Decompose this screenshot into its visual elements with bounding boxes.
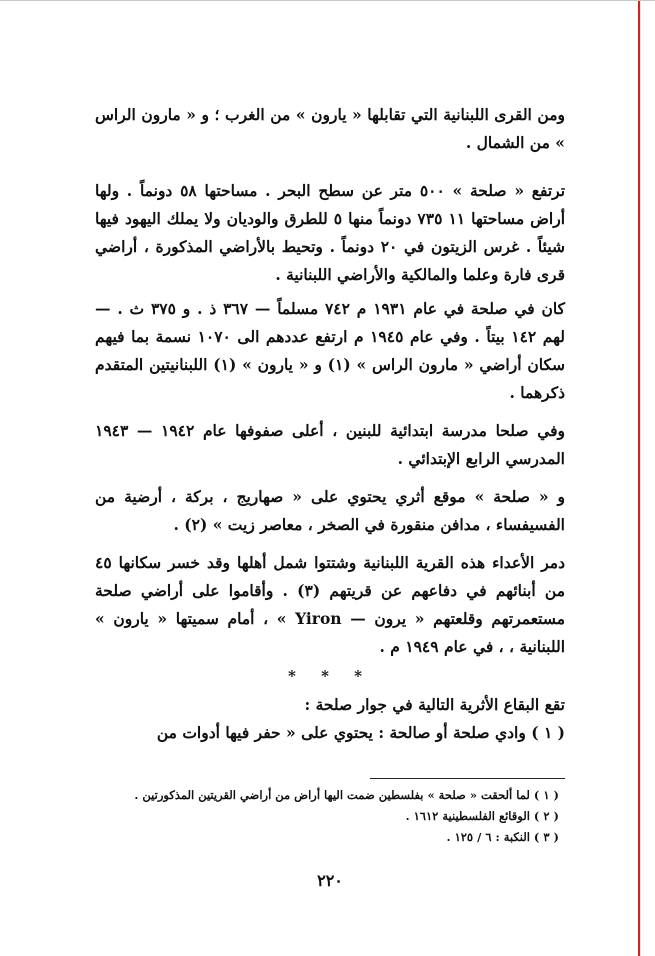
body-text <box>95 101 565 747</box>
viewer-gutter <box>640 1 655 956</box>
footnote-divider <box>370 778 565 779</box>
footnotes <box>95 785 559 848</box>
paragraph-6: دمر الأعداء هذه القرية اللبنانية وشتتوا شمل أهلها وقد خسر سكانها ٤٥ من أبنائهم في دفاعهم عن قريتهم (٣) . وأقاموا على أراضي صلحة مستعمرتهم وقلعتهم « يرون — Yiron » ، أمام سميتها « يارون » اللبنانية ، ، في عام ١٩٤٩ م . <box>95 553 565 656</box>
paragraph-5: و « صلحة » موقع أثري يحتوي على « صهاريج ، بركة ، أرضية من الفسيفساء ، مدافن منقورة في الصخر ، معاصر زيت » (٢) . <box>95 487 565 534</box>
paragraph-4: وفي صلحا مدرسة ابتدائية للبنين ، أعلى صفوفها عام ١٩٤٢ — ١٩٤٣ المدرسي الرابع الإبتدائي . <box>95 421 566 468</box>
section-intro: تقع البقاع الأثرية التالية في جوار صلحة : <box>304 695 565 714</box>
footnote-2: ( ٢ ) الوقائع الفلسطينية ١٦١٢ . <box>405 809 559 823</box>
paragraph-1: ومن القرى اللبنانية التي تقابلها « يارون » من الغرب ؛ و « مارون الراس » من الشمال . <box>95 105 565 152</box>
paragraph-3: كان في صلحة في عام ١٩٣١ م ٧٤٢ مسلماً — ٣٦٧ ذ . و ٣٧٥ ث . — لهم ١٤٢ بيتاً . وفي عام ١٩٤٥ م ارتفع عددهم الى ١٠٧٠ نسمة بما فيهم سكان أراضي « مارون الراس » (١) و « يارون » (١) اللبنانيتين المتقدم ذكرهما . <box>95 299 566 402</box>
footnote-1: ( ١ ) لما ألحقت « صلحة » بفلسطين ضمت اليها أراض من أراضي القريتين المذكورتين . <box>134 788 559 802</box>
footnote-3: ( ٣ ) النكبة : ٦ / ١٢٥ . <box>446 830 559 844</box>
list-item: ( ١ ) وادي صلحة أو صالحة : يحتوي على « حفر فيها أدوات من <box>156 723 565 742</box>
page-number: ٢٢٠ <box>317 871 343 890</box>
section-separator: * * * <box>288 667 372 685</box>
document-page <box>0 1 638 956</box>
paragraph-2: ترتفع « صلحة » ٥٠٠ متر عن سطح البحر . مساحتها ٥٨ دونماً . ولها أراض مساحتها ١١ ٧٣٥ دونماً منها ٥ للطرق والوديان ولا يملك اليهود فيها شيئاً . غرس الزيتون في ٢٠ دونماً . وتحيط بالأراضي المذكورة ، أراضي قرى فارة وعلما والمالكية والأراضي اللبنانية . <box>95 181 566 284</box>
